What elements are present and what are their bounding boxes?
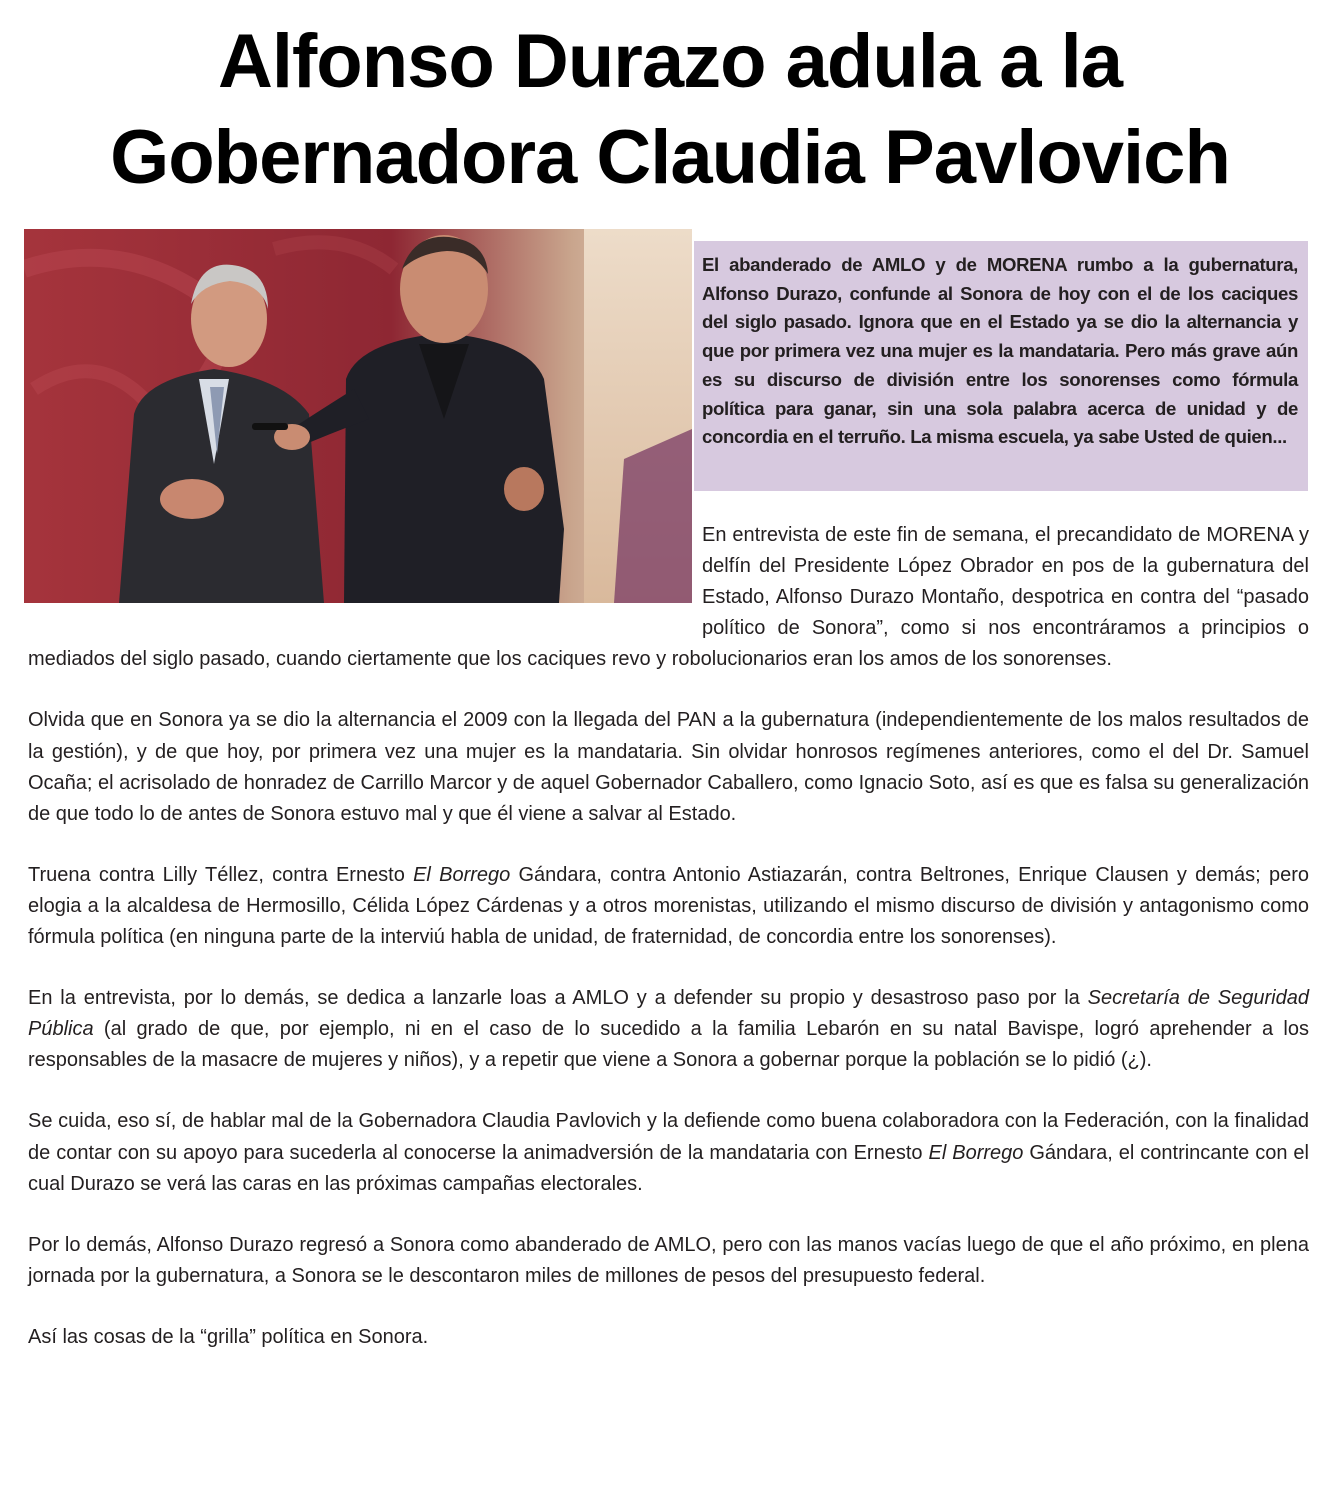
headline-line-2: Gobernadora Claudia Pavlovich	[110, 115, 1230, 200]
headline	[20, 14, 1320, 206]
article-body	[28, 520, 1309, 1383]
paragraph-7: Así las cosas de la “grilla” política en Sonora.	[28, 1325, 429, 1348]
paragraph-5-text-b: Gándara, el contrincante con el cual Durazo se verá las caras en las próximas campañas electorales.	[28, 1141, 1309, 1195]
photo-wrap-spacer	[28, 520, 702, 614]
ministry-italic: Secretaría de Seguridad Pública	[28, 987, 1309, 1041]
paragraph-4-text-a: En la entrevista, por lo demás, se dedica a lanzarle loas a AMLO y a defender su propio y desastroso paso por la	[28, 987, 1088, 1010]
paragraph-4	[28, 983, 1309, 1076]
paragraph-6: Por lo demás, Alfonso Durazo regresó a Sonora como abanderado de AMLO, pero con las manos vacías luego de que el año próximo, en plena jornada por la gubernatura, a Sonora se le descontaron miles de millones de pesos del presupuesto federal.	[28, 1233, 1309, 1287]
paragraph-3-text-b: Gándara, contra Antonio Astiazarán, contra Beltrones, Enrique Clausen y demás; pero elogia a la alcaldesa de Hermosillo, Célida López Cárdenas y a otros morenistas, utilizando el mismo discurso de división y antagonismo como fórmula política (en ninguna parte de la interviú habla de unidad, de fraternidad, de concordia entre los sonorenses).	[28, 863, 1309, 949]
paragraph-5	[28, 1106, 1309, 1199]
summary-box: El abanderado de AMLO y de MORENA rumbo a la gubernatura, Alfonso Durazo, confunde al Sonora de hoy con el de los caciques del siglo pasado. Ignora que en el Estado ya se dio la alternancia y que por primera vez una mujer es la mandataria. Pero más grave aún es su discurso de división entre los sonorenses como fórmula política para ganar, sin una sola palabra acerca de unidad y de concordia en el terruño. La misma escuela, ya sabe Usted de quien...	[694, 241, 1308, 491]
headline-line-1: Alfonso Durazo adula a la	[217, 19, 1123, 104]
nickname-italic: El Borrego	[928, 1141, 1024, 1164]
paragraph-3-text-a: Truena contra Lilly Téllez, contra Ernesto	[28, 863, 414, 886]
paragraph-2: Olvida que en Sonora ya se dio la alternancia el 2009 con la llegada del PAN a la gubernatura (independientemente de los malos resultados de la gestión), y de que hoy, por primera vez una mujer es la mandataria. Sin olvidar honrosos regímenes anteriores, como el del Dr. Samuel Ocaña; el acrisolado de honradez de Carrillo Marcor y de aquel Gobernador Caballero, como Ignacio Soto, así es que es falsa su generalización de que todo lo de antes de Sonora estuvo mal y que él viene a salvar al Estado.	[28, 709, 1309, 825]
paragraph-4-text-b: (al grado de que, por ejemplo, ni en el caso de lo sucedido a la familia Lebarón en su natal Bavispe, logró aprehender a los responsables de la masacre de mujeres y niños), y a repetir que viene a Sonora a gobernar porque la población se lo pidió (¿).	[28, 1018, 1309, 1072]
nickname-italic: El Borrego	[413, 863, 511, 886]
paragraph-1-text: En entrevista de este fin de semana, el precandidato de MORENA y delfín del Presidente López Obrador en pos de la gubernatura del Estado, Alfonso Durazo Montaño, despotrica en contra del “pasado político de Sonora”, como si nos encontráramos a principios o mediados del siglo pasado, cuando ciertamente que los caciques revo y robolucionarios eran los amos de los sonorenses.	[28, 524, 1309, 671]
paragraph-1	[28, 520, 1309, 675]
paragraph-5-text-a: Se cuida, eso sí, de hablar mal de la Gobernadora Claudia Pavlovich y la defiende como buena colaboradora con la Federación, con la finalidad de contar con su apoyo para sucederla al conocerse la animadversión de la mandataria con Ernesto	[28, 1110, 1309, 1164]
paragraph-3	[28, 860, 1309, 953]
